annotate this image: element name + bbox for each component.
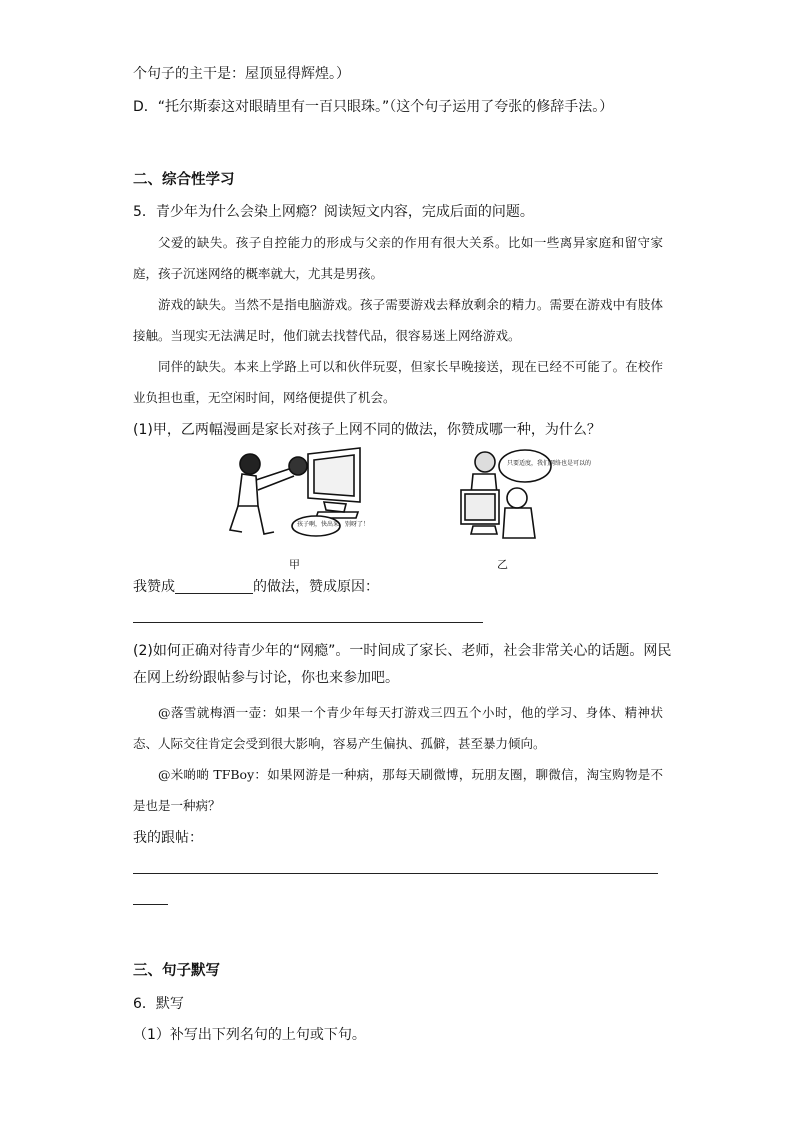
answer-rule[interactable] [133, 622, 483, 623]
reply-rule[interactable] [133, 873, 658, 874]
answer-prefix: 我赞成 [133, 579, 175, 595]
question-5: 5．青少年为什么会染上网瘾？阅读短文内容，完成后面的问题。 [133, 204, 534, 220]
dictation-sub-1: （1）补写出下列名句的上句或下句。 [133, 1027, 366, 1043]
passage-paragraph: 游戏的缺失。当然不是指电脑游戏。孩子需要游戏去释放剩余的精力。需要在游戏中有肢体接触。当现实无法满足时，他们就去找替代品，很容易迷上网络游戏。 [133, 297, 663, 343]
section-heading-dictation: 三、句子默写 [133, 963, 220, 979]
option-d: D．“托尔斯泰这对眼睛里有一百只眼珠。”（这个句子运用了夸张的修辞手法。） [133, 99, 614, 115]
answer-line-1 [133, 577, 379, 597]
forum-post: @落雪就梅酒一壶：如果一个青少年每天打游戏三四五个小时，他的学习、身体、精神状态、人际交往肯定会受到很大影响，容易产生偏执、孤僻，甚至暴力倾向。 [133, 705, 663, 751]
forum-posts [133, 697, 663, 821]
answer-suffix: 的做法，赞成原因： [253, 579, 379, 595]
reply-rule-short[interactable] [133, 904, 168, 905]
bubble-left-text: 孩子啊，快出来，别呀了！ [297, 521, 370, 528]
section-heading-comprehensive: 二、综合性学习 [133, 172, 235, 188]
reading-passage [133, 227, 663, 413]
cartoon-jia [228, 446, 368, 546]
caption-yi: 乙 [497, 558, 508, 571]
passage-paragraph: 同伴的缺失。本来上学路上可以和伙伴玩耍，但家长早晚接送，现在已经不可能了。在校作业负担也重，无空闲时间，网络便提供了机会。 [133, 359, 663, 405]
sub-question-2-line1: (2)如何正确对待青少年的“网瘾”。一时间成了家长、老师，社会非常关心的话题。网民 [133, 643, 672, 659]
passage-paragraph: 父爱的缺失。孩子自控能力的形成与父亲的作用有很大关系。比如一些离异家庭和留守家庭，孩子沉迷网络的概率就大，尤其是男孩。 [133, 235, 663, 281]
forum-post: @米啲啲 TFBoy：如果网游是一种病，那每天刷微博，玩朋友圈，聊微信，淘宝购物是不是也是一种病？ [133, 767, 663, 813]
sub-question-2-line2: 在网上纷纷跟帖参与讨论，你也来参加吧。 [133, 670, 399, 686]
answer-blank[interactable] [175, 578, 253, 594]
sub-question-1: (1)甲，乙两幅漫画是家长对孩子上网不同的做法，你赞成哪一种，为什么？ [133, 422, 601, 438]
my-reply-label: 我的跟帖： [133, 830, 203, 846]
cartoon-yi [455, 446, 592, 546]
caption-jia: 甲 [289, 558, 300, 571]
bubble-right-text: 只要适度，我们网络也是可以的 [507, 460, 592, 467]
question-6: 6．默写 [133, 996, 184, 1012]
continued-text: 个句子的主干是：屋顶显得辉煌。） [133, 66, 350, 82]
